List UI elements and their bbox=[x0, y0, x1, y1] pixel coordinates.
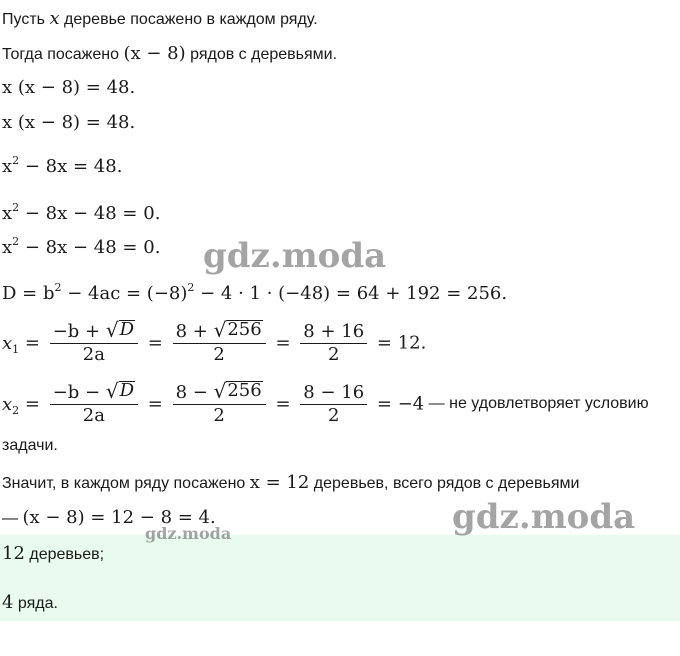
rejection-note: — не удовлетворяет условию bbox=[424, 395, 649, 412]
numerator bbox=[173, 381, 266, 404]
answer-line-1 bbox=[2, 543, 104, 564]
text: ряда. bbox=[13, 595, 58, 612]
math: 8 − bbox=[175, 382, 214, 403]
math-var: x bbox=[2, 332, 13, 354]
math: − 8x − 48 = 0. bbox=[19, 203, 161, 224]
watermark: gdz.moda bbox=[452, 497, 636, 537]
equals: = bbox=[24, 393, 40, 415]
math: x bbox=[2, 156, 13, 177]
sqrt bbox=[105, 379, 135, 403]
equals: = bbox=[275, 332, 291, 354]
radicand: D bbox=[119, 319, 135, 340]
math: − 4 · 1 · (−48) = 64 + 192 = 256. bbox=[194, 283, 508, 304]
exponent: 2 bbox=[54, 281, 62, 294]
math-expr: (x − 8) bbox=[123, 43, 186, 64]
math: − 8x − 48 = 0. bbox=[19, 237, 161, 258]
denominator: 2 bbox=[327, 343, 340, 365]
statement-line-2 bbox=[2, 43, 337, 64]
watermark: gdz.moda bbox=[145, 524, 232, 543]
text: деревьев; bbox=[24, 546, 105, 563]
sqrt bbox=[213, 379, 263, 403]
radical-sign: √ bbox=[105, 318, 119, 342]
fraction-substituted bbox=[173, 320, 266, 366]
fraction-general bbox=[50, 320, 138, 366]
denominator: 2 bbox=[327, 404, 340, 426]
numerator bbox=[50, 381, 138, 404]
math: x bbox=[2, 203, 13, 224]
denominator: 2a bbox=[82, 344, 105, 365]
sqrt bbox=[213, 318, 263, 342]
radical-sign: √ bbox=[105, 379, 119, 403]
math-number: 12 bbox=[2, 543, 25, 564]
exponent: 2 bbox=[12, 154, 20, 167]
radicand: 256 bbox=[227, 319, 262, 340]
radicand: 256 bbox=[227, 380, 262, 401]
equals: = bbox=[275, 393, 291, 415]
equation-1: x (x − 8) = 48. bbox=[2, 77, 136, 98]
denominator: 2 bbox=[213, 344, 225, 365]
result: = −4 bbox=[376, 393, 425, 415]
subscript: 2 bbox=[12, 403, 20, 417]
text: деревьев, всего рядов с деревьями bbox=[309, 475, 580, 492]
radical-sign: √ bbox=[213, 379, 227, 403]
equals: = bbox=[147, 393, 163, 415]
numerator bbox=[50, 320, 138, 343]
fraction-substituted bbox=[173, 381, 266, 427]
conclusion-line-1 bbox=[2, 472, 579, 493]
watermark: gdz.moda bbox=[203, 236, 387, 276]
equation-2: x (x − 8) = 48. bbox=[2, 112, 136, 133]
answer-line-2 bbox=[2, 592, 58, 613]
exponent: 2 bbox=[12, 235, 20, 248]
exponent: 2 bbox=[12, 201, 20, 214]
fraction-evaluated bbox=[300, 321, 367, 366]
math: D = b bbox=[2, 283, 55, 304]
fraction-general bbox=[50, 381, 138, 427]
root-x2-line bbox=[2, 381, 649, 427]
equation-5 bbox=[2, 237, 160, 258]
text: деревье посажено в каждом ряду. bbox=[59, 11, 318, 28]
text: — bbox=[2, 510, 23, 527]
statement-line-tasks: задачи. bbox=[2, 437, 58, 454]
math: −b + bbox=[52, 321, 106, 342]
numerator bbox=[173, 320, 266, 343]
subscript: 1 bbox=[12, 342, 20, 356]
math: x bbox=[2, 237, 13, 258]
math-expr: (x − 8) = 12 − 8 = 4. bbox=[22, 507, 216, 528]
math: − 4ac = (−8) bbox=[61, 283, 188, 304]
numerator: 8 + 16 bbox=[303, 320, 365, 342]
text: Значит, в каждом ряду посажено bbox=[2, 475, 250, 492]
text: Пусть bbox=[2, 11, 50, 28]
equals: = bbox=[24, 332, 40, 354]
statement-line-1 bbox=[2, 8, 318, 29]
denominator: 2 bbox=[213, 405, 225, 426]
math: −b − bbox=[52, 382, 106, 403]
math: 8 + bbox=[175, 321, 214, 342]
text: рядов с деревьями. bbox=[185, 46, 338, 63]
math: − 8x = 48. bbox=[19, 156, 123, 177]
result: = 12. bbox=[376, 332, 427, 354]
math-var: x bbox=[2, 393, 13, 415]
equation-3 bbox=[2, 156, 122, 177]
denominator: 2a bbox=[82, 405, 105, 426]
radicand: D bbox=[119, 380, 135, 401]
fraction-evaluated bbox=[300, 382, 367, 427]
x2-lhs bbox=[2, 394, 19, 415]
math-number: 4 bbox=[2, 592, 14, 613]
text: Тогда посажено bbox=[2, 46, 124, 63]
numerator: 8 − 16 bbox=[303, 381, 365, 403]
sqrt bbox=[105, 318, 135, 342]
equation-4 bbox=[2, 203, 160, 224]
math-var: x bbox=[49, 8, 60, 29]
answer-block bbox=[0, 535, 680, 621]
radical-sign: √ bbox=[213, 318, 227, 342]
discriminant-line bbox=[2, 283, 507, 304]
math-expr: x = 12 bbox=[249, 472, 310, 493]
x1-lhs bbox=[2, 333, 19, 354]
root-x1-line bbox=[2, 320, 426, 366]
exponent: 2 bbox=[187, 281, 195, 294]
equals: = bbox=[147, 332, 163, 354]
